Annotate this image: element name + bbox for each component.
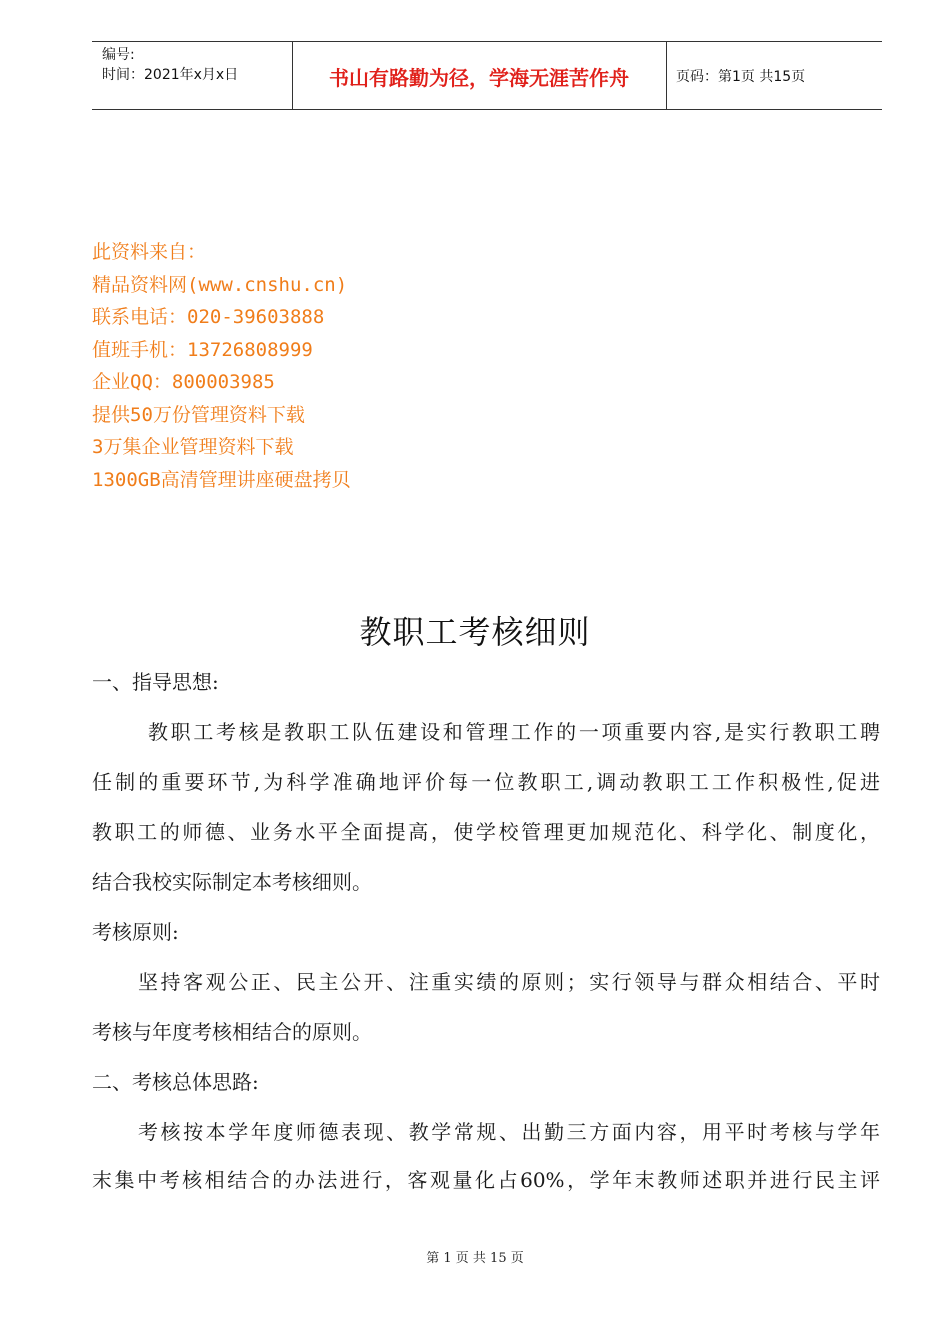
ad-lectures-line: 1300GB高清管理讲座硬盘拷贝 [92, 468, 351, 491]
header-table [92, 41, 882, 110]
ad-offer-line: 提供50万份管理资料下载 [92, 403, 305, 426]
para1-line1: 教职工考核是教职工队伍建设和管理工作的一项重要内容,是实行教职工聘 [148, 720, 880, 744]
para2-line2: 考核与年度考核相结合的原则。 [92, 1020, 372, 1044]
para1-line4: 结合我校实际制定本考核细则。 [92, 870, 372, 894]
header-left-cell [92, 42, 293, 109]
serial-label: 编号: [102, 47, 135, 63]
ad-block [92, 236, 351, 496]
motto: 书山有路勤为径，学海无涯苦作舟 [329, 66, 629, 90]
page-footer: 第 1 页 共 15 页 [426, 1251, 524, 1266]
ad-videos-line: 3万集企业管理资料下载 [92, 436, 294, 458]
page-info: 页码：第1页 共15页 [676, 69, 806, 85]
ad-mobile-line: 值班手机：13726808999 [92, 338, 313, 361]
ad-website-line: 精品资料网(www.cnshu.cn) [92, 273, 348, 296]
para2-line1: 坚持客观公正、民主公开、注重实绩的原则；实行领导与群众相结合、平时 [138, 970, 880, 994]
para1-line2: 任制的重要环节,为科学准确地评价每一位教职工,调动教职工工作积极性,促进 [92, 770, 880, 794]
para3-line1: 考核按本学年度师德表现、教学常规、出勤三方面内容，用平时考核与学年 [138, 1120, 880, 1144]
section2-heading: 二、考核总体思路: [92, 1070, 259, 1094]
ad-qq-line: 企业QQ：800003985 [92, 371, 275, 393]
para3-line2: 末集中考核相结合的办法进行，客观量化占60%，学年末教师述职并进行民主评 [92, 1168, 880, 1192]
section1-heading: 一、指导思想: [92, 670, 219, 694]
principle-heading: 考核原则: [92, 920, 179, 944]
para1-line3: 教职工的师德、业务水平全面提高，使学校管理更加规范化、科学化、制度化， [92, 820, 880, 844]
time-label: 时间：2021年x月x日 [102, 67, 239, 83]
header-right-cell [666, 42, 882, 109]
header-middle-cell [292, 42, 667, 109]
ad-source-line: 此资料来自： [92, 241, 207, 263]
document-title: 教职工考核细则 [359, 613, 591, 651]
ad-phone-line: 联系电话：020-39603888 [92, 306, 325, 328]
